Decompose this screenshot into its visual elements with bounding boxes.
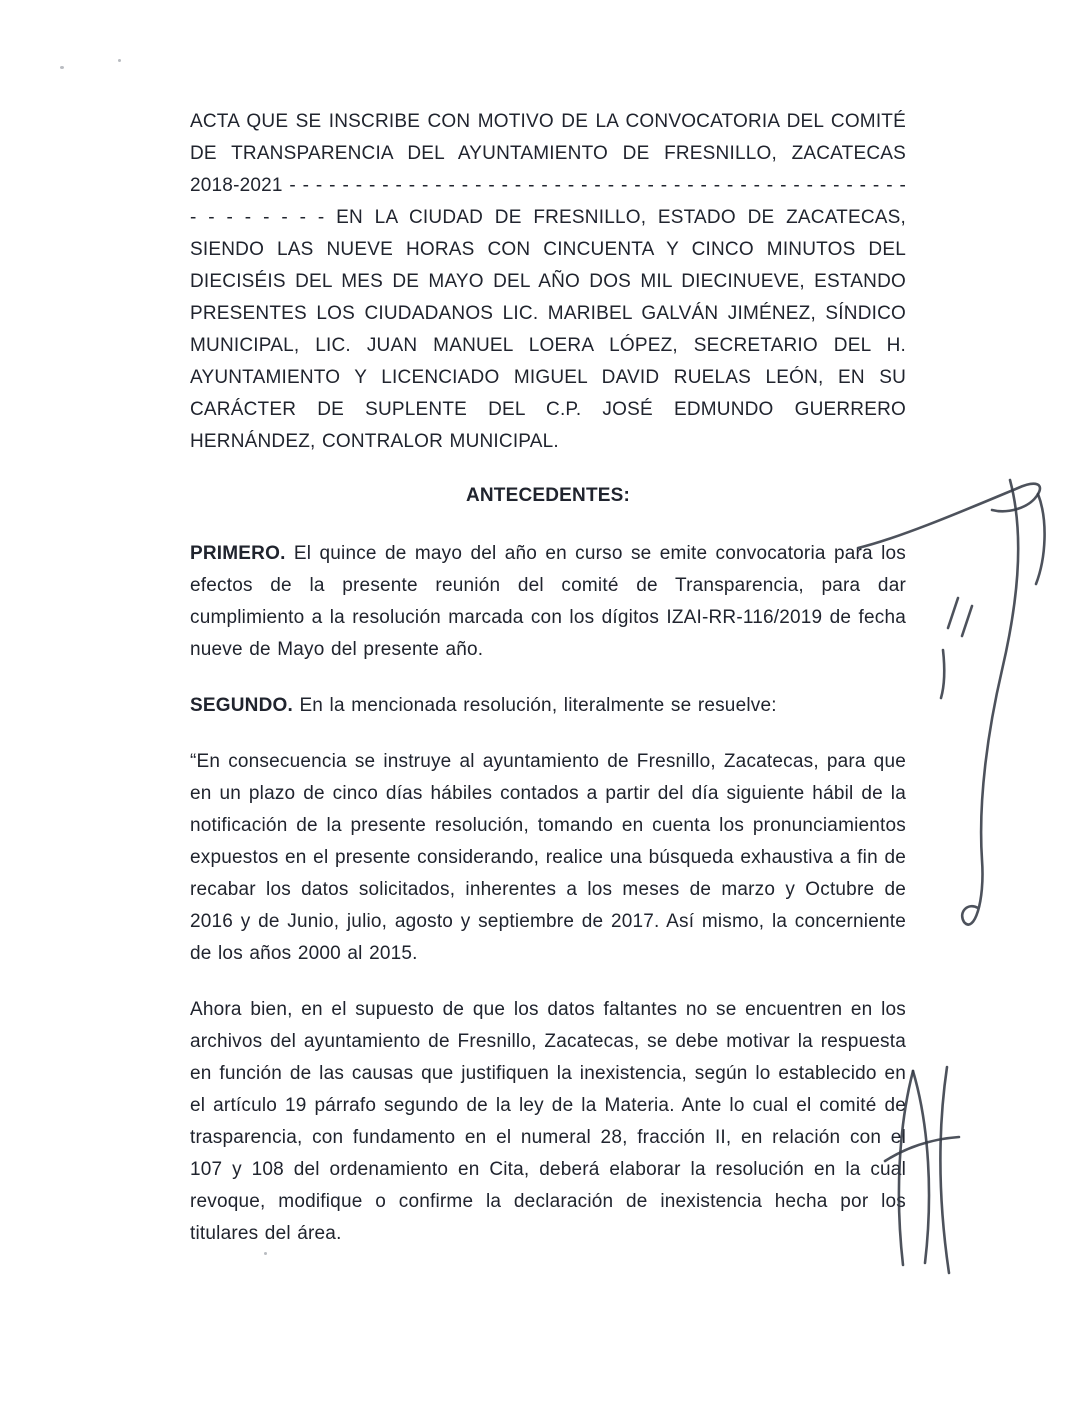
scan-speck: [118, 59, 121, 62]
paragraph-segundo: [190, 690, 906, 722]
scan-speck: [60, 66, 64, 69]
paragraph-text: “En consecuencia se instruye al ayuntamiento de Fresnillo, Zacatecas, para que en un plazo de cinco días hábiles contados a partir del día siguiente hábil de la notificación de la presente resolución, tomando en cuenta los pronunciamientos expuestos en el presente considerando, realice una búsqueda exhaustiva a fin de recabar los datos solicitados, inherentes a los meses de marzo y Octubre de 2016 y de Junio, julio, agosto y septiembre de 2017. Así mismo, la concerniente de los años 2000 al 2015.: [190, 751, 906, 964]
paragraph-text: Ahora bien, en el supuesto de que los datos faltantes no se encuentren en los archivos del ayuntamiento de Fresnillo, Zacatecas, se debe motivar la respuesta en función de las causas que justifiquen la inexistencia, según lo establecido en el artículo 19 párrafo segundo de la ley de la Materia. Ante lo cual el comité de trasparencia, con fundamento en el numeral 28, fracción II, en relación con el 107 y 108 del ordenamiento en Cita, deberá elaborar la resolución en la cual revoque, modifique o confirme la declaración de inexistencia hecha por los titulares del área.: [190, 999, 906, 1244]
paragraph-ahora-bien: [190, 994, 906, 1250]
paragraph-lead: PRIMERO.: [190, 543, 286, 564]
paragraph-text: El quince de mayo del año en curso se emite convocatoria para los efectos de la presente reunión del comité de Transparencia, para dar cumplimiento a la resolución marcada con los dígitos IZAI-RR-116/2019 de fecha nueve de Mayo del presente año.: [190, 543, 907, 660]
paragraph-text: En la mencionada resolución, literalmente se resuelve:: [299, 695, 777, 716]
document-title-paragraph: ACTA QUE SE INSCRIBE CON MOTIVO DE LA CONVOCATORIA DEL COMITÉ DE TRANSPARENCIA DEL AYUNTAMIENTO DE FRESNILLO, ZACATECAS 2018-2021 - - - - - - - - - - - - - - - - - - - - - - - - - - - - - - - - - - - - - - - - - - - - - - - - - - - - - - - EN LA CIUDAD DE FRESNILLO, ESTADO DE ZACATECAS, SIENDO LAS NUEVE HORAS CON CINCUENTA Y CINCO MINUTOS DEL DIECISÉIS DEL MES DE MAYO DEL AÑO DOS MIL DIECINUEVE, ESTANDO PRESENTES LOS CIUDADANOS LIC. MARIBEL GALVÁN JIMÉNEZ, SÍNDICO MUNICIPAL, LIC. JUAN MANUEL LOERA LÓPEZ, SECRETARIO DEL H. AYUNTAMIENTO Y LICENCIADO MIGUEL DAVID RUELAS LEÓN, EN SU CARÁCTER DE SUPLENTE DEL C.P. JOSÉ EDMUNDO GUERRERO HERNÁNDEZ, CONTRALOR MUNICIPAL.: [190, 111, 906, 452]
document-body: [190, 106, 906, 1274]
paragraph-lead: SEGUNDO.: [190, 695, 293, 716]
antecedentes-heading: ANTECEDENTES:: [465, 485, 631, 506]
paragraph-primero: [190, 538, 906, 666]
paragraph-resolucion-quote: [190, 746, 906, 970]
